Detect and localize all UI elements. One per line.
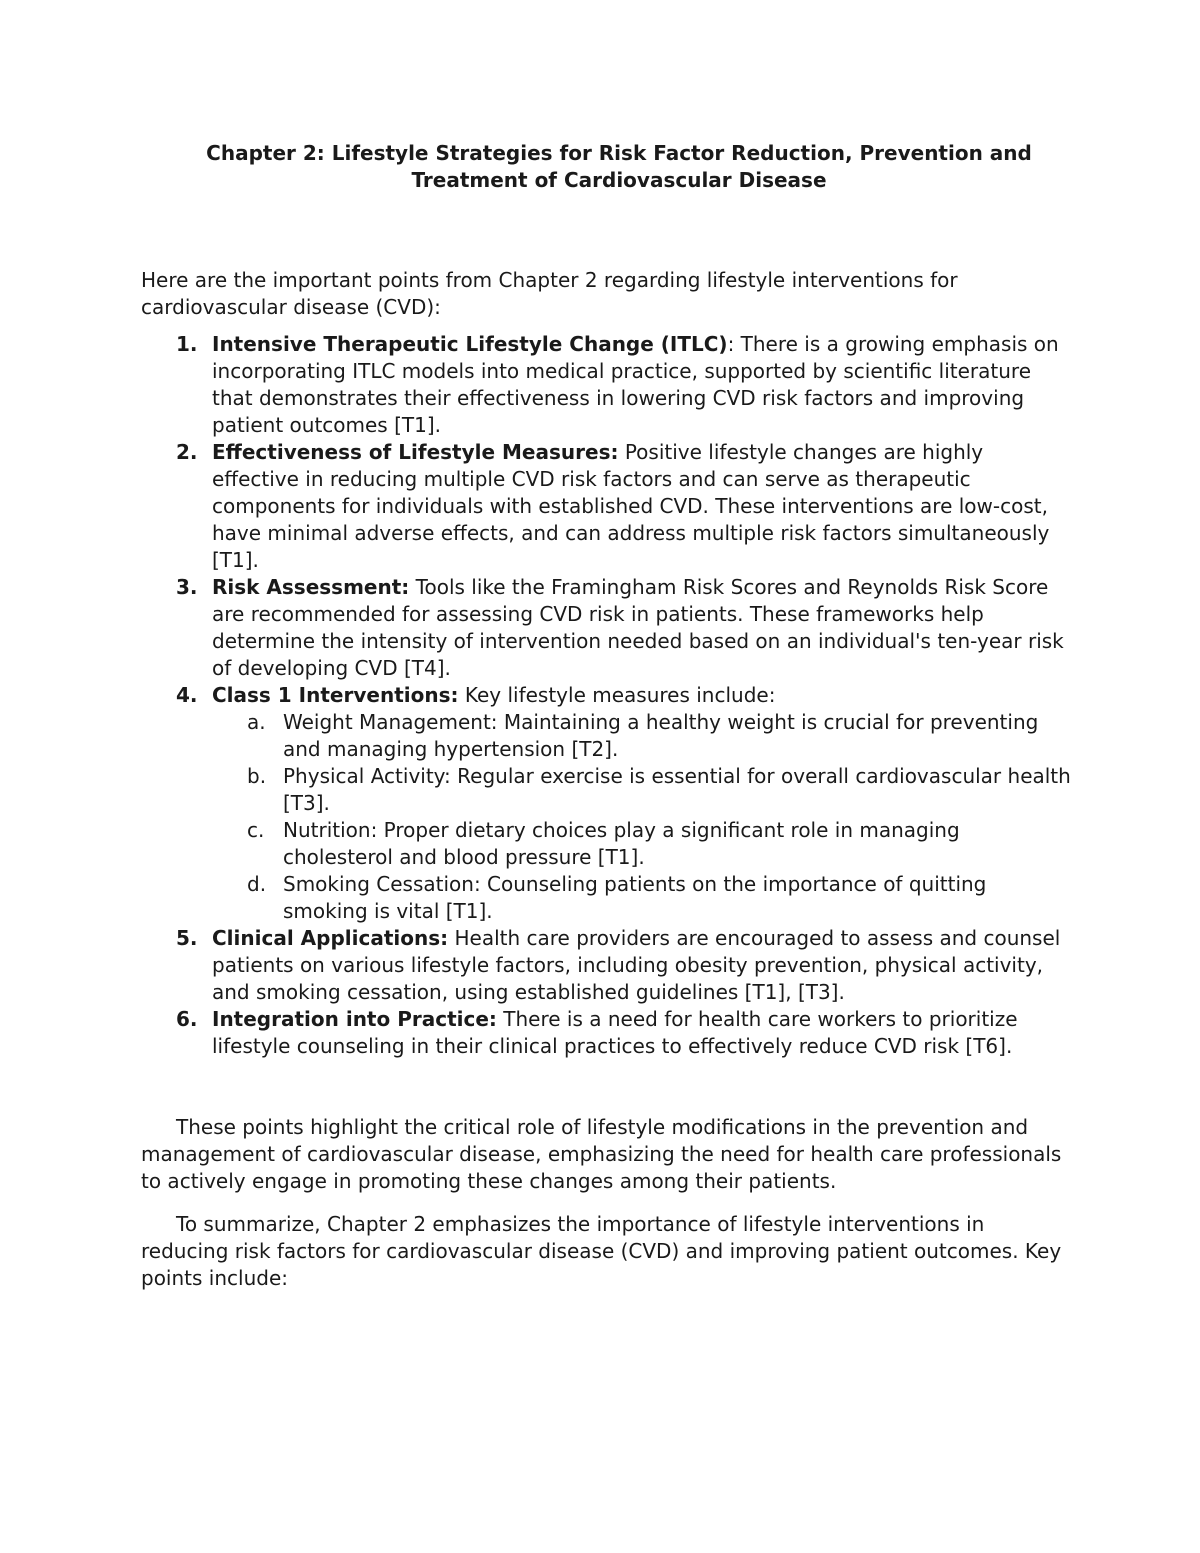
list-item-number: 4.: [176, 683, 198, 707]
chapter-title: [141, 140, 1071, 194]
sub-list-item-text: Nutrition: Proper dietary choices play a significant role in managing cholesterol and blood pressure [T1].: [283, 818, 960, 869]
list-item: [176, 439, 1071, 574]
list-item-text: Key lifestyle measures include:: [458, 683, 776, 707]
sub-list-item: [247, 817, 1071, 871]
sub-list-item-letter: c.: [247, 818, 265, 842]
list-item-text: There is a need for health care workers to prioritize lifestyle counseling in their clinical practices to effectively reduce CVD risk [T6].: [212, 1007, 1018, 1058]
chapter-title-line-1: Chapter 2: Lifestyle Strategies for Risk Factor Reduction, Prevention and: [206, 141, 1032, 165]
sub-list-item-text: Smoking Cessation: Counseling patients on the importance of quitting smoking is vital [T1].: [283, 872, 987, 923]
list-item-number: 3.: [176, 575, 198, 599]
list-item: [176, 574, 1071, 682]
sub-list-item: [247, 763, 1071, 817]
sub-list: [212, 709, 1071, 925]
list-item: [176, 682, 1071, 925]
list-item-text: Health care providers are encouraged to assess and counsel patients on various lifestyle factors, including obesity prevention, physical activity, and smoking cessation, using established guidelines [T1], [T3].: [212, 926, 1061, 1004]
closing-paragraph-2: To summarize, Chapter 2 emphasizes the importance of lifestyle interventions in reducing risk factors for cardiovascular disease (CVD) and improving patient outcomes. Key points include:: [141, 1212, 1062, 1290]
chapter-title-line-2: Treatment of Cardiovascular Disease: [411, 168, 827, 192]
list-item-heading: Effectiveness of Lifestyle Measures:: [212, 440, 619, 464]
intro-paragraph: Here are the important points from Chapter 2 regarding lifestyle interventions for cardiovascular disease (CVD):: [141, 268, 958, 319]
list-item-heading: Class 1 Interventions:: [212, 683, 459, 707]
list-item-heading: Clinical Applications:: [212, 926, 449, 950]
sub-list-item-text: Weight Management: Maintaining a healthy weight is crucial for preventing and managing hypertension [T2].: [283, 710, 1039, 761]
sub-list-item-letter: b.: [247, 764, 267, 788]
list-item-heading: Intensive Therapeutic Lifestyle Change (ITLC): [212, 332, 728, 356]
document-body: [141, 140, 1071, 1292]
list-item-text: : There is a growing emphasis on incorporating ITLC models into medical practice, supported by scientific literature that demonstrates their effectiveness in lowering CVD risk factors and improving patient outcomes [T1].: [212, 332, 1059, 437]
sub-list-item: [247, 709, 1071, 763]
list-item: [176, 925, 1071, 1006]
closing-paragraph-1: These points highlight the critical role of lifestyle modifications in the prevention and management of cardiovascular disease, emphasizing the need for health care professionals to actively engage in promoting these changes among their patients.: [141, 1115, 1062, 1193]
key-points-list: [141, 331, 1071, 1060]
list-item-heading: Integration into Practice:: [212, 1007, 497, 1031]
list-item-text: Positive lifestyle changes are highly effective in reducing multiple CVD risk factors and can serve as therapeutic components for individuals with established CVD. These interventions are low-cost, have minimal adverse effects, and can address multiple risk factors simultaneously [T1].: [212, 440, 1050, 572]
list-item-number: 2.: [176, 440, 198, 464]
list-item-heading: Risk Assessment:: [212, 575, 410, 599]
sub-list-item-letter: d.: [247, 872, 267, 896]
list-item-text: Tools like the Framingham Risk Scores and Reynolds Risk Score are recommended for assessing CVD risk in patients. These frameworks help determine the intensity of intervention needed based on an individual's ten-year risk of developing CVD [T4].: [212, 575, 1064, 680]
sub-list-item: [247, 871, 1071, 925]
list-item-number: 5.: [176, 926, 198, 950]
sub-list-item-text: Physical Activity: Regular exercise is essential for overall cardiovascular health [T3].: [283, 764, 1071, 815]
list-item-number: 6.: [176, 1007, 198, 1031]
list-item-number: 1.: [176, 332, 198, 356]
list-item: [176, 331, 1071, 439]
sub-list-item-letter: a.: [247, 710, 266, 734]
list-item: [176, 1006, 1071, 1060]
